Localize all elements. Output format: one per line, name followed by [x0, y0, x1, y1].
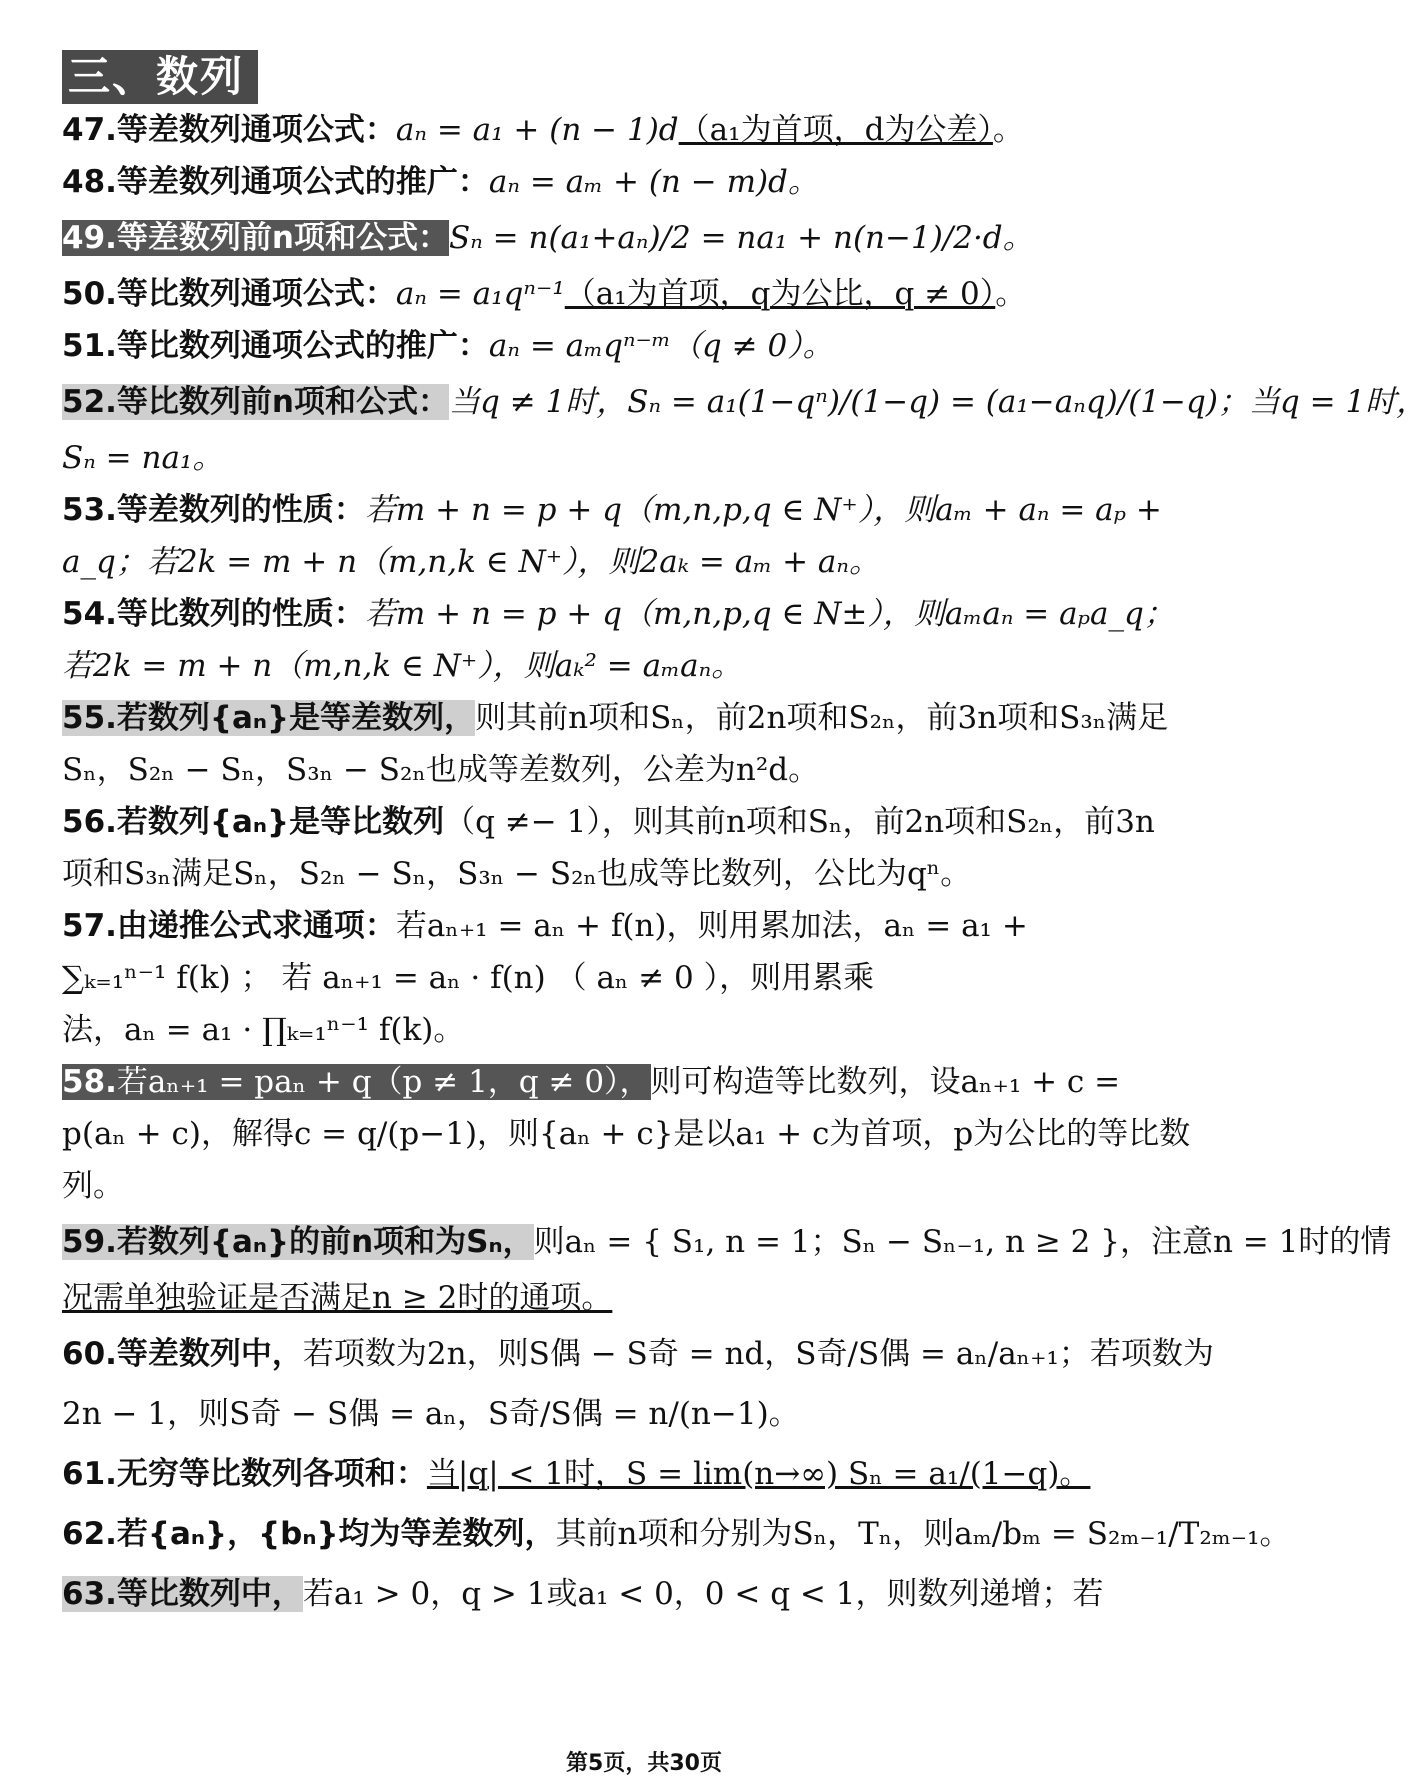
formula-cont2: 法，aₙ = a₁ · ∏ₖ₌₁ⁿ⁻¹ f(k)。 [62, 1012, 465, 1048]
item-number: 53. [62, 492, 117, 528]
item-number: 62. [62, 1516, 117, 1552]
item-60-cont [62, 1384, 1226, 1444]
formula: aₙ = a₁ + (n − 1)d [395, 112, 679, 148]
formula: 则其前n项和Sₙ，前2n项和S₂ₙ，前3n项和S₃ₙ满足 [475, 700, 1169, 736]
formula: 其前n项和分别为Sₙ，Tₙ，则aₘ/bₘ = S₂ₘ₋₁/T₂ₘ₋₁。 [555, 1516, 1291, 1552]
item-number: 49. [62, 220, 117, 256]
formula: （q ≠− 1），则其前n项和Sₙ，前2n项和S₂ₙ，前3n [444, 804, 1155, 840]
item-58-cont2 [62, 1160, 1226, 1212]
item-label: 若数列{aₙ}的前n项和为Sₙ， [116, 1224, 534, 1260]
item-57-cont2 [62, 1004, 1226, 1056]
formula: 则aₙ = { S₁, n = 1；Sₙ − Sₙ₋₁, n ≥ 2 }，注意n = 1时的情 [533, 1224, 1392, 1260]
formula: aₙ = a₁qⁿ⁻¹ [395, 276, 565, 312]
tail: 。 [995, 276, 1027, 312]
formula-cont: p(aₙ + c)，解得c = q/(p−1)，则{aₙ + c}是以a₁ + c为首项，p为公比的等比数 [62, 1116, 1191, 1152]
item-number: 51. [62, 328, 117, 364]
item-61 [62, 1444, 1226, 1504]
item-56-cont [62, 848, 1226, 900]
formula: 当|q| < 1时，S = lim(n→∞) Sₙ = a₁/(1−q)。 [426, 1456, 1091, 1492]
item-label: 等比数列中， [116, 1576, 303, 1612]
item-number: 55. [62, 700, 117, 736]
item-label: 无穷等比数列各项和： [116, 1456, 427, 1492]
item-number: 50. [62, 276, 117, 312]
item-52-cont [62, 432, 1226, 484]
formula-cont: 若2k = m + n（m,n,k ∈ N⁺），则aₖ² = aₘaₙ。 [62, 648, 743, 684]
item-label: 若数列{aₙ}是等差数列， [116, 700, 476, 736]
item-63 [62, 1564, 1226, 1624]
item-57 [62, 900, 1226, 952]
note: （a₁为首项，q为公比，q ≠ 0） [564, 276, 996, 312]
formula: aₙ = aₘ + (n − m)d。 [488, 164, 819, 200]
item-label: 等差数列的性质： [116, 492, 365, 528]
item-56 [62, 796, 1226, 848]
item-number: 61. [62, 1456, 117, 1492]
item-number: 57. [62, 908, 117, 944]
item-label: 若{aₙ}，{bₙ}均为等差数列， [116, 1516, 556, 1552]
formula-cont: a_q；若2k = m + n（m,n,k ∈ N⁺），则2aₖ = aₘ + aₙ。 [62, 544, 880, 580]
item-label: 若aₙ₊₁ = paₙ + q（p ≠ 1，q ≠ 0）， [116, 1064, 651, 1100]
item-label: 等差数列通项公式： [116, 112, 396, 148]
item-number: 59. [62, 1224, 117, 1260]
formula: 若项数为2n，则S偶 − S奇 = nd，S奇/S偶 = aₙ/aₙ₊₁；若项数为 [302, 1336, 1214, 1372]
formula-cont: ∑ₖ₌₁ⁿ⁻¹ f(k) ； 若 aₙ₊₁ = aₙ · f(n) （ aₙ ≠ 0 ），则用累乘 [62, 960, 875, 996]
page-footer: 第5页，共30页 [566, 1751, 722, 1776]
formula: 则可构造等比数列，设aₙ₊₁ + c = [650, 1064, 1121, 1100]
formula-cont: Sₙ = na₁。 [62, 440, 224, 476]
tail: 。 [992, 112, 1024, 148]
item-number: 58. [62, 1064, 117, 1100]
item-58-cont [62, 1108, 1226, 1160]
item-54-cont [62, 640, 1226, 692]
formula: 若aₙ₊₁ = aₙ + f(n)，则用累加法，aₙ = a₁ + [395, 908, 1028, 944]
item-number: 63. [62, 1576, 117, 1612]
item-55-cont [62, 744, 1226, 796]
item-label: 等比数列的性质： [116, 596, 365, 632]
item-51 [62, 320, 1226, 372]
item-number: 56. [62, 804, 117, 840]
item-59-cont [62, 1272, 1226, 1324]
formula: 若m + n = p + q（m,n,p,q ∈ N±），则aₘaₙ = aₚa_q； [364, 596, 1175, 632]
item-label: 若数列{aₙ}是等比数列 [116, 804, 445, 840]
formula: Sₙ = n(a₁+aₙ)/2 = na₁ + n(n−1)/2·d。 [449, 220, 1034, 256]
formula-cont: 况需单独验证是否满足n ≥ 2时的通项。 [62, 1280, 613, 1316]
item-60 [62, 1324, 1226, 1384]
item-number: 52. [62, 384, 117, 420]
note: （a₁为首项，d为公差） [678, 112, 993, 148]
formula: 若a₁ > 0，q > 1或a₁ < 0，0 < q < 1，则数列递增；若 [302, 1576, 1104, 1612]
item-53 [62, 484, 1226, 536]
item-50 [62, 268, 1226, 320]
formula-cont: 2n − 1，则S奇 − S偶 = aₙ，S奇/S偶 = n/(n−1)。 [62, 1396, 800, 1432]
item-53-cont [62, 536, 1226, 588]
item-label: 等差数列通项公式的推广： [116, 164, 489, 200]
item-label: 等比数列通项公式的推广： [116, 328, 489, 364]
formula: aₙ = aₘqⁿ⁻ᵐ（q ≠ 0）。 [488, 328, 834, 364]
item-label: 等差数列中， [116, 1336, 303, 1372]
item-58 [62, 1056, 1226, 1108]
formula: 当q ≠ 1时，Sₙ = a₁(1−qⁿ)/(1−q) = (a₁−aₙq)/(1−q)；当q = 1时， [449, 384, 1427, 420]
item-number: 54. [62, 596, 117, 632]
document-page [62, 50, 1427, 1624]
item-number: 60. [62, 1336, 117, 1372]
item-54 [62, 588, 1226, 640]
item-48 [62, 156, 1226, 208]
item-55 [62, 692, 1226, 744]
item-49 [62, 208, 1226, 268]
item-label: 等差数列前n项和公式： [116, 220, 449, 256]
item-label: 由递推公式求通项： [116, 908, 396, 944]
item-62 [62, 1504, 1291, 1564]
item-number: 48. [62, 164, 117, 200]
item-57-cont [62, 952, 1226, 1004]
item-47 [62, 104, 1226, 156]
item-59 [62, 1212, 1392, 1272]
item-label: 等比数列通项公式： [116, 276, 396, 312]
formula-cont: Sₙ，S₂ₙ − Sₙ，S₃ₙ − S₂ₙ也成等差数列，公差为n²d。 [62, 752, 820, 788]
formula-cont: 项和S₃ₙ满足Sₙ，S₂ₙ − Sₙ，S₃ₙ − S₂ₙ也成等比数列，公比为qⁿ。 [62, 856, 972, 892]
item-label: 等比数列前n项和公式： [116, 384, 449, 420]
formula: 若m + n = p + q（m,n,p,q ∈ N⁺），则aₘ + aₙ = aₚ + [364, 492, 1162, 528]
item-52 [62, 372, 1427, 432]
formula-cont2: 列。 [62, 1168, 124, 1204]
section-title: 三、数列 [62, 50, 258, 104]
item-number: 47. [62, 112, 117, 148]
